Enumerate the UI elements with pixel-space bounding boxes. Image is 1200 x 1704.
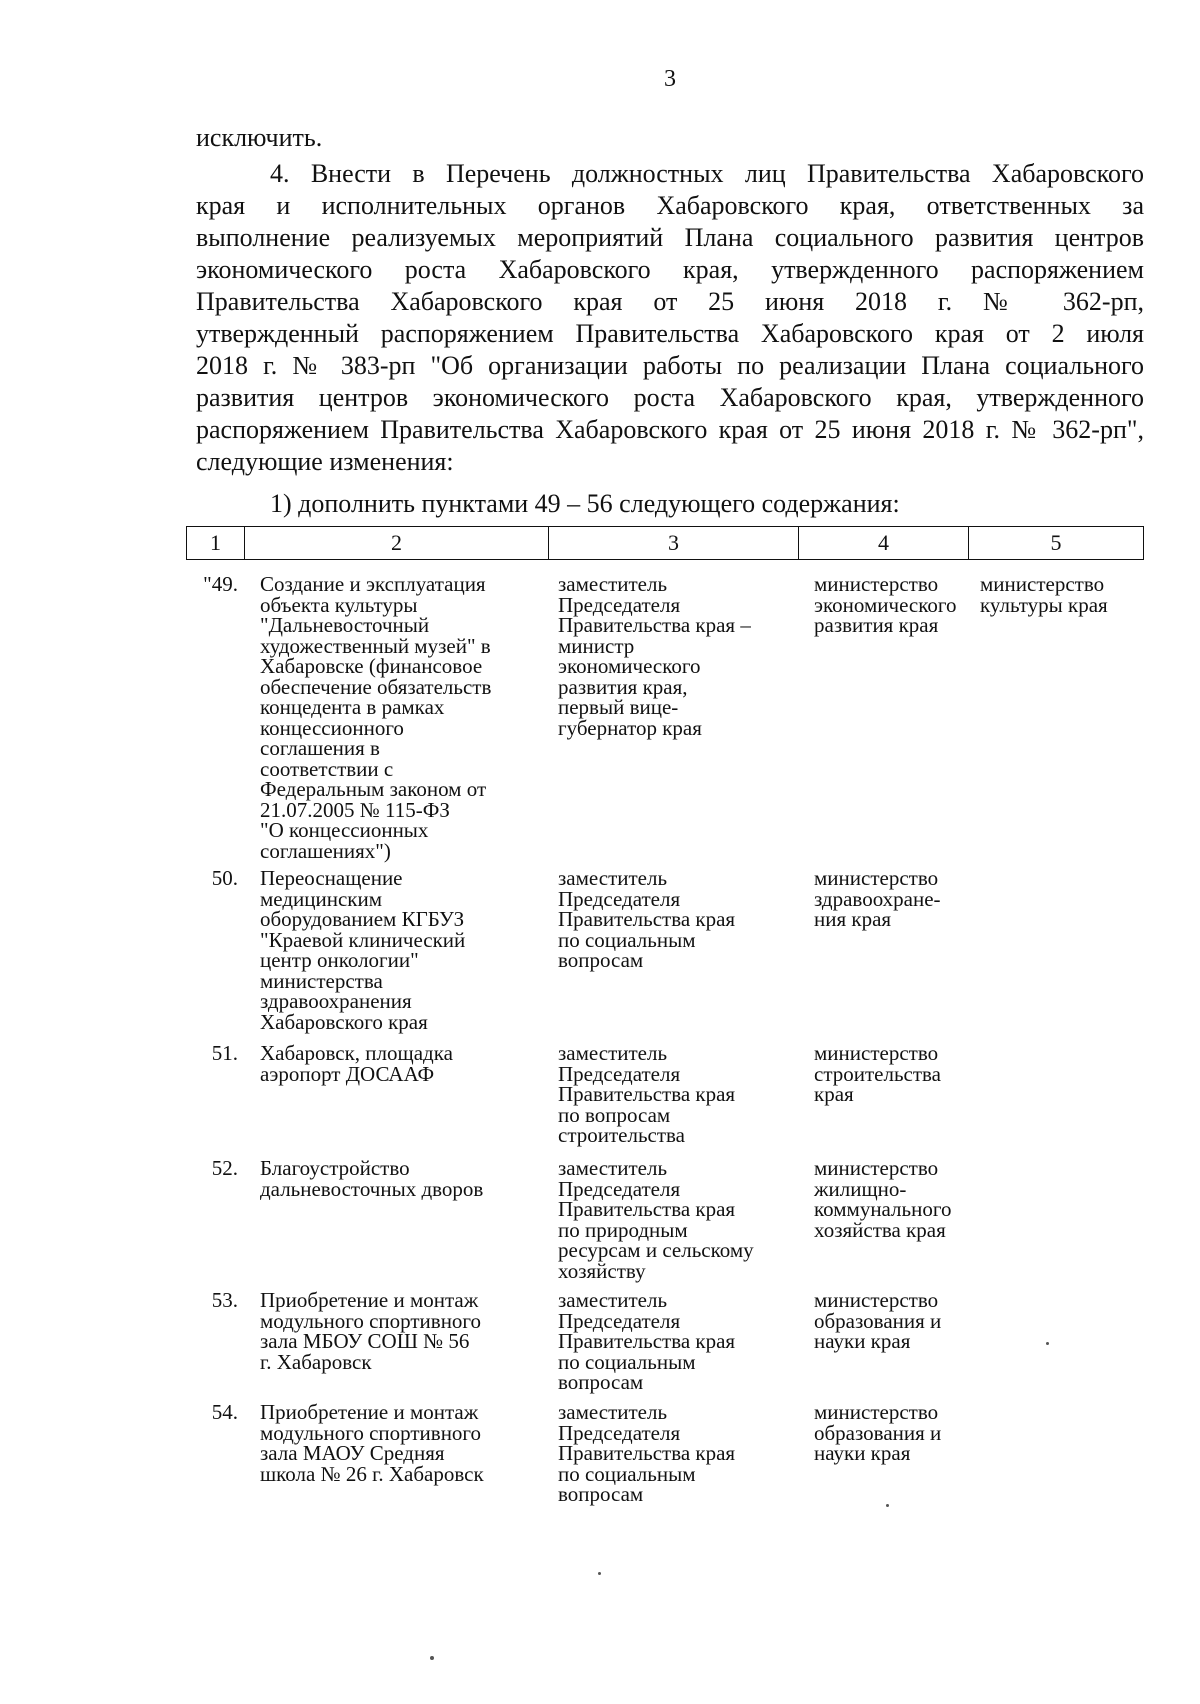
cell-line: 21.07.2005 № 115-ФЗ — [260, 797, 450, 822]
cell-line: Хабаровского края — [260, 1009, 428, 1034]
table-row — [186, 1402, 1154, 1505]
header-cell: 2 — [245, 527, 549, 559]
cell-col2 — [246, 1402, 552, 1505]
cell-line: Председателя — [558, 1420, 681, 1445]
cell-col3 — [552, 1402, 802, 1505]
cell-line: хозяйства края — [814, 1217, 946, 1242]
cell-line: Приобретение и монтаж — [260, 1288, 479, 1312]
cell-line: вопросам — [558, 948, 644, 972]
cell-col5 — [972, 1290, 1132, 1393]
cell-col2 — [246, 1043, 552, 1146]
table-header-row — [186, 526, 1144, 560]
cell-line: Председателя — [558, 1308, 681, 1333]
cell-col5 — [972, 868, 1132, 1032]
row-number: "49. — [203, 572, 238, 596]
cell-col2 — [246, 574, 552, 861]
cell-line: коммунального — [814, 1197, 952, 1221]
header-cell: 1 — [187, 527, 245, 559]
cell-line: министерство — [814, 1041, 939, 1065]
cell-line: здравоохране- — [814, 886, 941, 911]
cell-line: модульного спортивного — [260, 1420, 482, 1445]
cell-line: по социальным — [558, 1349, 696, 1374]
cell-line: Председателя — [558, 886, 681, 911]
cell-line: заместитель — [558, 572, 668, 596]
cell-col3 — [552, 1158, 802, 1281]
cell-line: губернатор края — [558, 715, 702, 740]
cell-line: Правительства края — [558, 907, 736, 931]
paragraph-continuation — [196, 122, 1144, 154]
cell-line: первый вице- — [558, 695, 679, 719]
paragraph-line: утвержденный распоряжением Правительства Хабаровского края от 2 июля — [196, 319, 1144, 348]
cell-line: края — [814, 1082, 854, 1106]
cell-line: Хабаровске (финансовое — [260, 654, 483, 678]
cell-line: министерство — [814, 1400, 939, 1424]
sub-item-text: 1) дополнить пунктами 49 – 56 следующего содержания: — [270, 489, 900, 518]
header-cell: 5 — [1050, 530, 1062, 555]
cell-line: хозяйству — [558, 1258, 646, 1283]
cell-col4 — [802, 1290, 972, 1393]
cell-col2 — [246, 868, 552, 1032]
table-row — [186, 1158, 1154, 1281]
cell-line: оборудованием КГБУЗ — [260, 907, 465, 931]
cell-line: науки края — [814, 1329, 911, 1353]
cell-line: "Дальневосточный — [260, 613, 430, 637]
cell-line: Хабаровск, площадка — [260, 1041, 453, 1065]
cell-line: вопросам — [558, 1370, 644, 1394]
cell-line: Приобретение и монтаж — [260, 1400, 479, 1424]
cell-line: по вопросам — [558, 1102, 671, 1127]
row-number: 54. — [211, 1400, 238, 1424]
cell-line: г. Хабаровск — [260, 1349, 372, 1374]
cell-line: министерство — [814, 1156, 939, 1180]
cell-line: Председателя — [558, 1176, 681, 1201]
table-row — [186, 868, 1154, 1032]
cell-col3 — [552, 868, 802, 1032]
cell-line: министр — [558, 633, 635, 658]
paragraph-line: 4. Внести в Перечень должностных лиц Правительства Хабаровского — [270, 159, 1144, 188]
cell-col2 — [246, 1158, 552, 1281]
cell-col5 — [972, 1402, 1132, 1505]
cell-line: центр онкологии" — [260, 948, 419, 972]
paragraph-4 — [196, 158, 1144, 478]
scan-speck — [598, 1572, 601, 1575]
page-number: 3 — [664, 66, 676, 92]
cell-line: заместитель — [558, 1400, 668, 1424]
cell-line: образования и — [814, 1420, 942, 1445]
cell-line: Благоустройство — [260, 1156, 410, 1180]
cell-col4 — [802, 1402, 972, 1505]
cell-line: ния края — [814, 907, 892, 931]
paragraph-line: следующие изменения: — [196, 447, 454, 476]
cell-line: министерство — [814, 572, 939, 596]
cell-line: министерство — [814, 1288, 939, 1312]
header-cell: 3 — [549, 527, 799, 559]
cell-line: здравоохранения — [260, 989, 412, 1013]
cell-line: науки края — [814, 1441, 911, 1465]
row-number: 50. — [211, 866, 238, 890]
cell-line: экономического — [814, 592, 957, 617]
paragraph-line: развития центров экономического роста Хабаровского края, утвержденного — [196, 383, 1144, 412]
cell-col4 — [802, 574, 972, 861]
paragraph-line: края и исполнительных органов Хабаровского края, ответственных за — [196, 191, 1144, 220]
cell-line: культуры края — [980, 592, 1108, 617]
cell-line: ресурсам и сельскому — [558, 1238, 754, 1262]
cell-line: развития края, — [558, 674, 688, 699]
row-number: 52. — [211, 1156, 238, 1180]
table-row — [186, 1290, 1154, 1393]
cell-line: концессионного — [260, 715, 404, 740]
paragraph-line: распоряжением Правительства Хабаровского края от 25 июня 2018 г. № 362-рп", — [196, 415, 1144, 444]
sub-item-1 — [196, 488, 1144, 520]
cell-col5 — [972, 1158, 1132, 1281]
row-number: 53. — [211, 1288, 238, 1312]
cell-line: модульного спортивного — [260, 1308, 482, 1333]
cell-line: Правительства края — [558, 1082, 736, 1106]
paragraph-line: экономического роста Хабаровского края, утвержденного распоряжением — [196, 255, 1144, 284]
cell-col4 — [802, 1158, 972, 1281]
cell-line: зала МБОУ СОШ № 56 — [260, 1329, 470, 1353]
cell-line: Правительства края — [558, 1197, 736, 1221]
cell-line: соглашения в — [260, 736, 380, 760]
cell-line: аэропорт ДОСААФ — [260, 1061, 435, 1086]
cell-line: Федеральным законом от — [260, 777, 487, 801]
scan-speck — [886, 1504, 889, 1507]
cell-line: развития края — [814, 613, 939, 637]
cell-line: Правительства края – — [558, 613, 751, 637]
cell-line: Переоснащение — [260, 866, 403, 890]
cell-line: министерство — [980, 572, 1105, 596]
cell-line: школа № 26 г. Хабаровск — [260, 1461, 484, 1486]
cell-line: заместитель — [558, 1041, 668, 1065]
cell-line: заместитель — [558, 866, 668, 890]
cell-line: жилищно- — [814, 1176, 907, 1201]
cell-col4 — [802, 868, 972, 1032]
cell-col5 — [972, 1043, 1132, 1146]
paragraph-line: 2018 г. № 383-рп "Об организации работы по реализации Плана социального — [196, 351, 1144, 380]
scan-speck — [1046, 1342, 1049, 1345]
cell-line: медицинским — [260, 886, 383, 911]
cell-line: по социальным — [558, 1461, 696, 1486]
table-row — [186, 1043, 1154, 1146]
cell-line: заместитель — [558, 1288, 668, 1312]
cell-line: дальневосточных дворов — [260, 1176, 484, 1201]
cell-line: соглашениях") — [260, 838, 391, 863]
cell-col5 — [972, 574, 1132, 861]
scan-speck — [430, 1656, 434, 1660]
cell-line: по социальным — [558, 927, 696, 952]
cell-line: строительства — [814, 1061, 942, 1086]
paragraph-line: выполнение реализуемых мероприятий Плана социального развития центров — [196, 223, 1144, 252]
cell-line: Председателя — [558, 1061, 681, 1086]
cell-line: Создание и эксплуатация — [260, 572, 486, 596]
cell-line: "Краевой клинический — [260, 927, 466, 952]
paragraph-line: Правительства Хабаровского края от 25 июня 2018 г. № 362-рп, — [196, 287, 1144, 316]
row-number: 51. — [211, 1041, 238, 1065]
cell-line: художественный музей" в — [260, 633, 491, 658]
cell-line: обеспечение обязательств — [260, 674, 492, 699]
cell-line: заместитель — [558, 1156, 668, 1180]
cell-line: по природным — [558, 1217, 688, 1242]
cell-line: Председателя — [558, 592, 681, 617]
cell-line: "О концессионных — [260, 818, 429, 842]
cell-line: министерства — [260, 968, 383, 993]
cell-line: экономического — [558, 654, 701, 678]
cell-line: вопросам — [558, 1482, 644, 1506]
cell-line: Правительства края — [558, 1329, 736, 1353]
cell-line: строительства — [558, 1123, 686, 1147]
header-cell: 4 — [799, 527, 969, 559]
cell-line: концедента в рамках — [260, 695, 445, 719]
cell-col3 — [552, 574, 802, 861]
cell-col3 — [552, 1290, 802, 1393]
cell-col2 — [246, 1290, 552, 1393]
table-row — [186, 574, 1154, 861]
cell-line: зала МАОУ Средняя — [260, 1441, 445, 1465]
cell-line: министерство — [814, 866, 939, 890]
cell-col4 — [802, 1043, 972, 1146]
cell-line: объекта культуры — [260, 592, 418, 617]
cell-line: соответствии с — [260, 756, 394, 781]
cell-line: Правительства края — [558, 1441, 736, 1465]
cell-col3 — [552, 1043, 802, 1146]
continuation-line: исключить. — [196, 123, 323, 152]
cell-line: образования и — [814, 1308, 942, 1333]
